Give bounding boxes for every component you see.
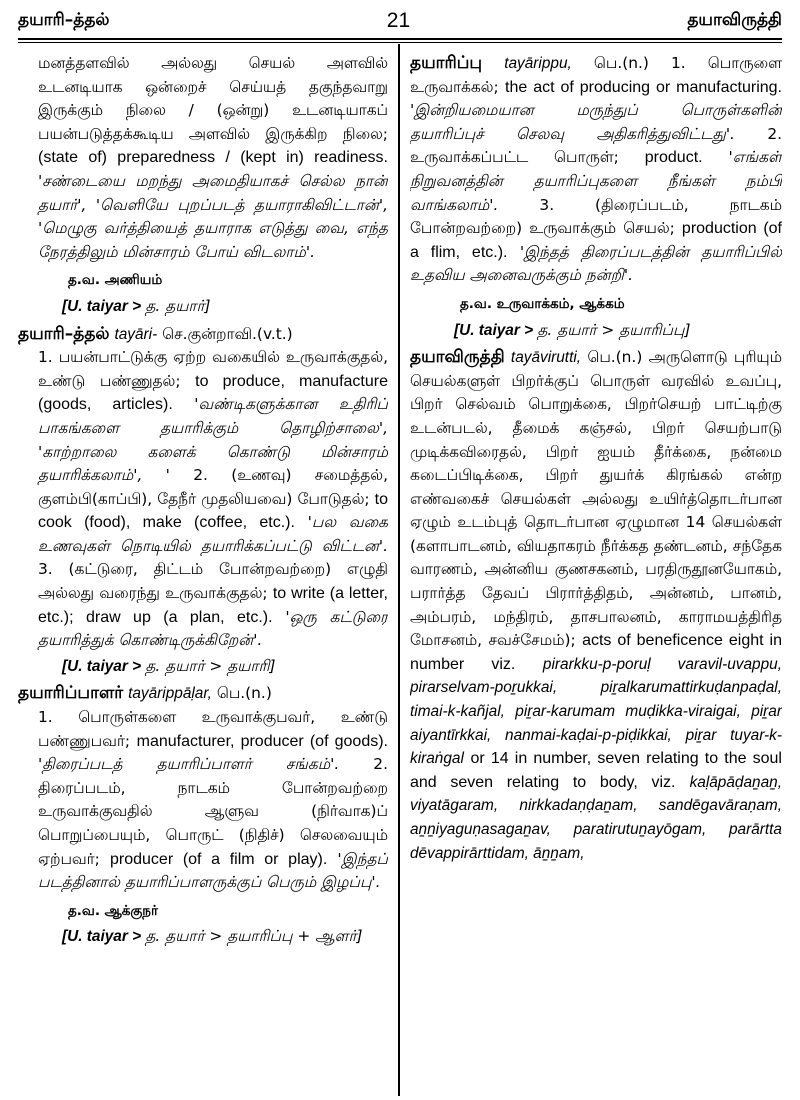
entry-tayarippu (410, 52, 782, 288)
transliteration: tayāvirutti, (510, 349, 582, 367)
sense-2-example: 'எங்கள் நிறுவனத்தின் தயாரிப்புகளை நீங்கள் நம்பி வாங்கலாம்'. (410, 148, 782, 214)
sense-1-en: the act of producing or manufacturing. (505, 78, 782, 96)
page-header (18, 6, 782, 36)
sense-2-example: 'இந்தப் படத்தினால் தயாரிப்பாளருக்குப் பெரும் இழப்பு'. (38, 849, 388, 892)
definition-en-a: acts of beneficence eight in number viz. (410, 632, 782, 673)
sense-2-example: 'பல வகை உணவுகள் நொடியில் தயாரிக்கப்பட்டு விட்டன'. (38, 513, 388, 555)
header-rule-thin (18, 42, 782, 43)
sense-3-en: to write (a letter, etc.); draw up (a plan, etc.). (38, 585, 388, 626)
sense-3-ta: 3. (திரைப்படம், நாடகம் போன்றவற்றை) உருவாக்கும் செயல்; (410, 195, 782, 238)
definition-ta: அருளொடு புரியும் செயல்களுள் பிறர்க்குப் பொருள் வரவில் உவப்பு, பிறர் செல்வம் பொறுக்கை, பிறர்செயற் பாட்டிற்கு உடன்படல், தீமைக் கஞ்சல், பிறர் செயற்பாடு முடிக்கவிரைதல், பிறர் ஐயம் தீர்க்கை, நன்மை கடைப்பிடிக்கை, பிறர் துயர்க் கிரங்கல் என்ற எண்வகைச் செயல்கள் அல்லது உயிர்த்தொடர்பான ஏழும் உடம்புத் தொடர்பான ஏழுமான 14 செயல்கள் (களாபாடனம், வியதாகரம் நீர்க்கத தண்டனம், சந்தேக வாரணம், அன்னிய குணசகனம், பரதிருதூனயோகம், பரார்த்த தேவப் பிரார்த்திதம், அன்னம், பானம், அம்பரம், மந்திரம், தாசபாலனம், காராமயத்திரித மோசனம், சவச்சேமம்); (410, 348, 782, 650)
entry-tayavirutti (410, 346, 782, 865)
etymology-target: த. தயார்] (145, 296, 211, 315)
etymology-source: [U. taiyar > (62, 657, 146, 675)
sense-1-example: 'இன்றியமையான மருந்துப் பொருள்களின் தயாரிப்புச் செலவு அதிகரித்துவிட்டது'. (410, 101, 782, 143)
entry-senses (18, 706, 388, 895)
transliteration: tayāri- (114, 325, 158, 343)
sense-3-en: production (of a flim, etc.). (410, 220, 782, 261)
sense-3-example: 'இந்தத் திரைப்படத்தின் தயாரிப்பில் உதவிய அனைவருக்கும் நன்றி'. (410, 242, 782, 285)
right-guide-word: தயாவிருத்தி (687, 10, 782, 30)
sense-1-example: 'வண்டிகளுக்கான உதிரிப் பாகங்களை தயாரிக்கும் தொழிற்சாலை', 'காற்றாலை களைக் கொண்டு மின்சாரம் தயாரிக்கலாம்', ' (38, 395, 388, 485)
synonym-line: த.வ. உருவாக்கம், ஆக்கம் (460, 295, 625, 312)
etymology-source: [U. taiyar > (454, 321, 538, 339)
header-rule (18, 38, 782, 40)
continued-examples: 'சண்டையை மறந்து அமைதியாகச் செல்ல நான் தயார்', 'வெளியே புறப்படத் தயாராகிவிட்டான்', 'மெழுகு வர்த்தியைத் தயாராக எடுத்து வை, எந்த நேரத்திலும் மின்சாரம் போய் விடலாம்'. (38, 171, 388, 261)
part-of-speech: செ.குன்றாவி.(v.t.) (162, 324, 293, 343)
entry-senses (18, 346, 388, 653)
headword: தயாவிருத்தி (410, 347, 505, 368)
entry-tayari-ttal (18, 323, 388, 347)
continued-definition-ta: மனத்தளவில் அல்லது செயல் அளவில் உடனடியாக ஒன்றைச் செய்யத் தகுந்தவாறு இருக்கும் நிலை / (ஒன்று) உடனடியாகப் பயன்படுத்தக்கூடிய அளவில் இருக்கிற நிலை; (38, 54, 388, 143)
transliteration: tayārippāḷar, (128, 685, 212, 703)
synonym-line: த.வ. அணியம் (68, 272, 163, 289)
sense-1-ta: 1. பொருளை உருவாக்கல்; (410, 54, 782, 96)
entry-tayarippalar (18, 682, 388, 706)
part-of-speech: பெ.(n.) (587, 348, 643, 367)
part-of-speech: பெ.(n.) (593, 54, 649, 72)
etymology-target: த. தயார் > தயாரி] (145, 656, 276, 675)
left-guide-word: தயாரி–த்தல் (18, 10, 110, 30)
transliteration: tayārippu, (504, 55, 572, 72)
etymology-source: [U. taiyar > (62, 297, 146, 315)
sense-2-ta: 2. திரைப்படம், நாடகம் போன்றவற்றை உருவாக்குவதில் ஆளுவ (நிர்வாக)ப் பொறுப்பையும், பொருட் (நிதிச்) செலவையும் ஏற்பவர்; (38, 755, 388, 868)
headword: தயாரிப்பாளர் (18, 683, 124, 704)
sense-2-en: product. (644, 149, 703, 167)
definition-en-b: or 14 in number, seven relating to the soul and seven relating to body, viz. (410, 750, 782, 791)
left-column (18, 52, 388, 1092)
etymology (454, 319, 782, 343)
sense-2-ta: 2. (உணவு) சமைத்தல், குளம்பி(காப்பி), தேநீர் முதலியவை) போடுதல்; (38, 466, 388, 508)
part-of-speech: பெ.(n.) (216, 684, 272, 703)
transliteration-list-a: pirarkku-p-poruḷ varavil-uvappu, pirarselvam-poṟukkai, piṟalkarumattirkuḍanpaḍal, timai-k-kañjal, piṟar-karumam muḍikka-viraigai, piṟar aiyantīrkkai, nanmai-kaḍai-p-piḍikkai, piṟar tuyar-k-kiraṅgal (410, 655, 782, 768)
synonym-line: த.வ. ஆக்குநர் (68, 902, 159, 919)
sense-2-ta: 2. உருவாக்கப்பட்ட பொருள்; (410, 124, 782, 167)
etymology-source: [U. taiyar > (62, 928, 146, 946)
continued-entry (18, 52, 388, 264)
headword: தயாரிப்பு (410, 53, 483, 73)
sense-1-ta: 1. பொருள்களை உருவாக்குபவர், உண்டு பண்ணுபவர்; (38, 708, 388, 750)
transliteration-list-b: kaḷāpāḍaṉaṉ, viyatāgaram, nirkkadaṇḍaṉam, sandēgavāraṇam, aṉṉiyaguṇasagaṉav, paratirutuṉayōgam, parārtta dēvappirārttidam, āṉṉam, (410, 773, 782, 862)
etymology-target: த. தயார் > தயாரிப்பு] (537, 320, 691, 339)
page-number: 21 (386, 9, 411, 32)
continued-definition-en: (state of) preparedness / (kept in) readiness. (38, 149, 388, 167)
sense-1-example: 'திரைப்படத் தயாரிப்பாளர் சங்கம்'. (38, 755, 340, 774)
sense-1-en: to produce, manufacture (goods, articles). (38, 372, 388, 414)
headword: தயாரி–த்தல் (18, 323, 110, 344)
sense-2-en: to cook (food), make (coffee, etc.). (38, 490, 388, 532)
etymology-target: த. தயார் > தயாரிப்பு + ஆளர்] (145, 927, 363, 946)
etymology (62, 925, 388, 949)
sense-2-en: producer (of a film or play). (110, 850, 328, 868)
etymology (62, 655, 388, 679)
etymology (62, 295, 388, 319)
sense-3-example: 'ஒரு கட்டுரை தயாரித்துக் கொண்டிருக்கிறேன்'. (38, 607, 388, 650)
right-column (410, 52, 782, 1092)
column-divider (398, 44, 400, 1096)
sense-3-ta: 3. (கட்டுரை, திட்டம் போன்றவற்றை) எழுதி அல்லது வரைந்து உருவாக்குதல்; (38, 560, 388, 603)
sense-1-ta: 1. பயன்பாட்டுக்கு ஏற்ற வகையில் உருவாக்குதல், உண்டு பண்ணுதல்; (38, 348, 388, 390)
sense-1-en: manufacturer, producer (of goods). (136, 732, 388, 750)
